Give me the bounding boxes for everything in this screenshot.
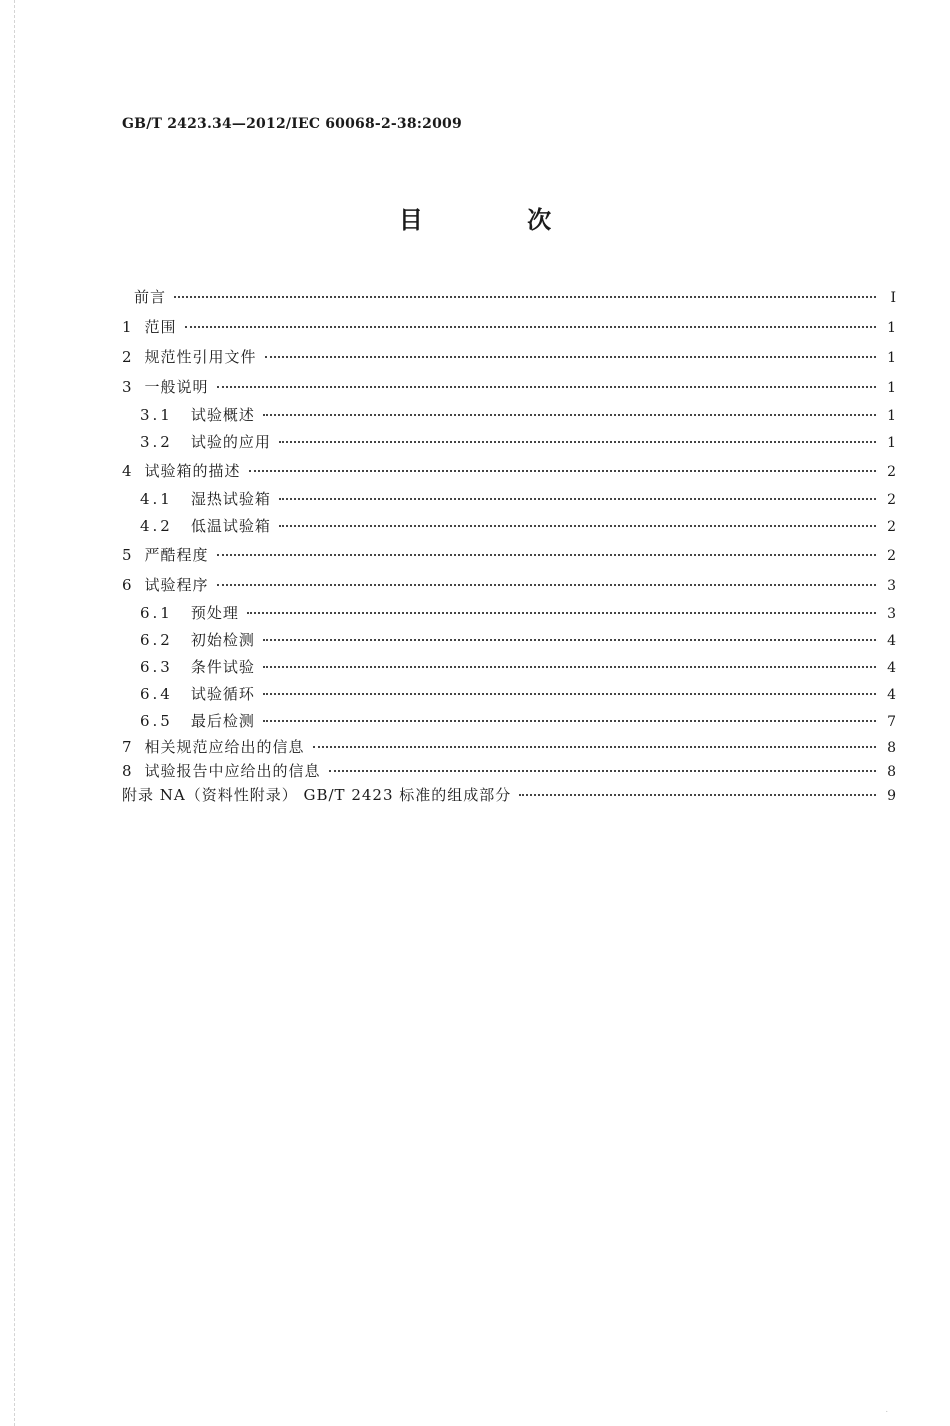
toc-entry-page: 1 [887,435,896,451]
toc-entry-page: 1 [887,408,896,424]
toc-entry-number: 8 [122,762,133,780]
toc-title: 目 次 [398,205,600,234]
toc-entry-number: 3.2 [140,433,173,451]
toc-entry-number: 4.1 [140,490,173,508]
toc-entry-label: 相关规范应给出的信息 [144,738,305,756]
toc-entry-page: 3 [887,606,896,622]
toc-entry-number: 2 [122,348,133,366]
toc-entry-number: 4.2 [140,517,173,535]
toc-entry-preface[interactable] [122,282,896,312]
toc-entry-page: 7 [887,714,896,730]
toc-entry-number: 7 [122,738,133,756]
toc-entry-5[interactable] [122,540,896,570]
toc-entry-label: 条件试验 [190,658,255,676]
toc-entry-page: 4 [887,633,896,649]
toc-entry-number: 6.1 [140,604,173,622]
toc-entry-6-2[interactable] [122,627,896,654]
toc-entry-label: 范围 [144,318,177,336]
toc-entry-label: 试验循环 [190,685,255,703]
toc-entry-4-1[interactable] [122,486,896,513]
dot-leader [217,584,876,586]
toc-entry-1[interactable] [122,312,896,342]
toc-entry-number: 6.4 [140,685,173,703]
dot-leader [217,554,876,556]
toc-entry-page: 4 [887,660,896,676]
toc-entry-number: 6.2 [140,631,173,649]
toc-entry-page: 9 [887,788,896,804]
toc-entry-label: 附录 NA（资料性附录） GB/T 2423 标准的组成部分 [122,786,512,804]
toc-entry-number: 3 [122,378,133,396]
dot-leader [247,612,876,614]
toc-entry-3[interactable] [122,372,896,402]
toc-entry-page: 2 [887,464,896,480]
dot-leader [249,470,876,472]
toc-entry-number: 6 [122,576,133,594]
dot-leader [185,326,876,328]
toc-entry-page: 1 [887,380,896,396]
toc-entry-number: 4 [122,462,133,480]
toc-entry-page: 4 [887,687,896,703]
toc-entry-number: 6.5 [140,712,173,730]
table-of-contents [122,282,896,807]
toc-entry-label: 低温试验箱 [190,517,271,535]
dot-leader [263,720,876,722]
dot-leader [263,693,876,695]
scan-speck: . [885,1405,888,1414]
toc-entry-number: 5 [122,546,133,564]
toc-entry-annex-na[interactable] [122,783,896,807]
toc-entry-6-3[interactable] [122,654,896,681]
toc-entry-6-4[interactable] [122,681,896,708]
toc-entry-number: 6.3 [140,658,173,676]
toc-entry-label: 湿热试验箱 [190,490,271,508]
standard-code: GB/T 2423.34—2012/IEC 60068-2-38:2009 [122,116,462,132]
dot-leader [174,296,876,298]
toc-entry-4-2[interactable] [122,513,896,540]
toc-entry-3-2[interactable] [122,429,896,456]
toc-entry-label: 规范性引用文件 [144,348,257,366]
toc-entry-number: 1 [122,318,133,336]
toc-entry-label: 试验的应用 [190,433,271,451]
toc-entry-page: 2 [887,519,896,535]
toc-entry-label: 试验概述 [190,406,255,424]
toc-entry-6-5[interactable] [122,708,896,735]
dot-leader [279,498,876,500]
toc-entry-page: 2 [887,492,896,508]
toc-entry-3-1[interactable] [122,402,896,429]
toc-entry-page: Ⅰ [890,290,896,306]
toc-entry-label: 试验箱的描述 [144,462,241,480]
toc-entry-7[interactable] [122,735,896,759]
toc-entry-number: 3.1 [140,406,173,424]
dot-leader [217,386,876,388]
toc-entry-label: 一般说明 [144,378,209,396]
toc-entry-6[interactable] [122,570,896,600]
toc-entry-label: 预处理 [190,604,239,622]
toc-entry-8[interactable] [122,759,896,783]
toc-entry-label: 前言 [134,288,167,306]
toc-entry-label: 试验程序 [144,576,209,594]
toc-entry-label: 试验报告中应给出的信息 [144,762,321,780]
dot-leader [263,666,876,668]
dot-leader [279,525,876,527]
toc-entry-label: 初始检测 [190,631,255,649]
toc-entry-page: 2 [887,548,896,564]
dot-leader [263,639,876,641]
toc-entry-page: 8 [887,764,896,780]
dot-leader [263,414,876,416]
dot-leader [519,794,876,796]
toc-entry-2[interactable] [122,342,896,372]
toc-entry-page: 1 [887,320,896,336]
toc-entry-page: 8 [887,740,896,756]
toc-entry-4[interactable] [122,456,896,486]
dot-leader [279,441,876,443]
toc-entry-page: 3 [887,578,896,594]
toc-entry-label: 最后检测 [190,712,255,730]
toc-entry-page: 1 [887,350,896,366]
dot-leader [265,356,876,358]
dot-leader [313,746,876,748]
toc-entry-6-1[interactable] [122,600,896,627]
toc-entry-label: 严酷程度 [144,546,209,564]
dot-leader [329,770,876,772]
